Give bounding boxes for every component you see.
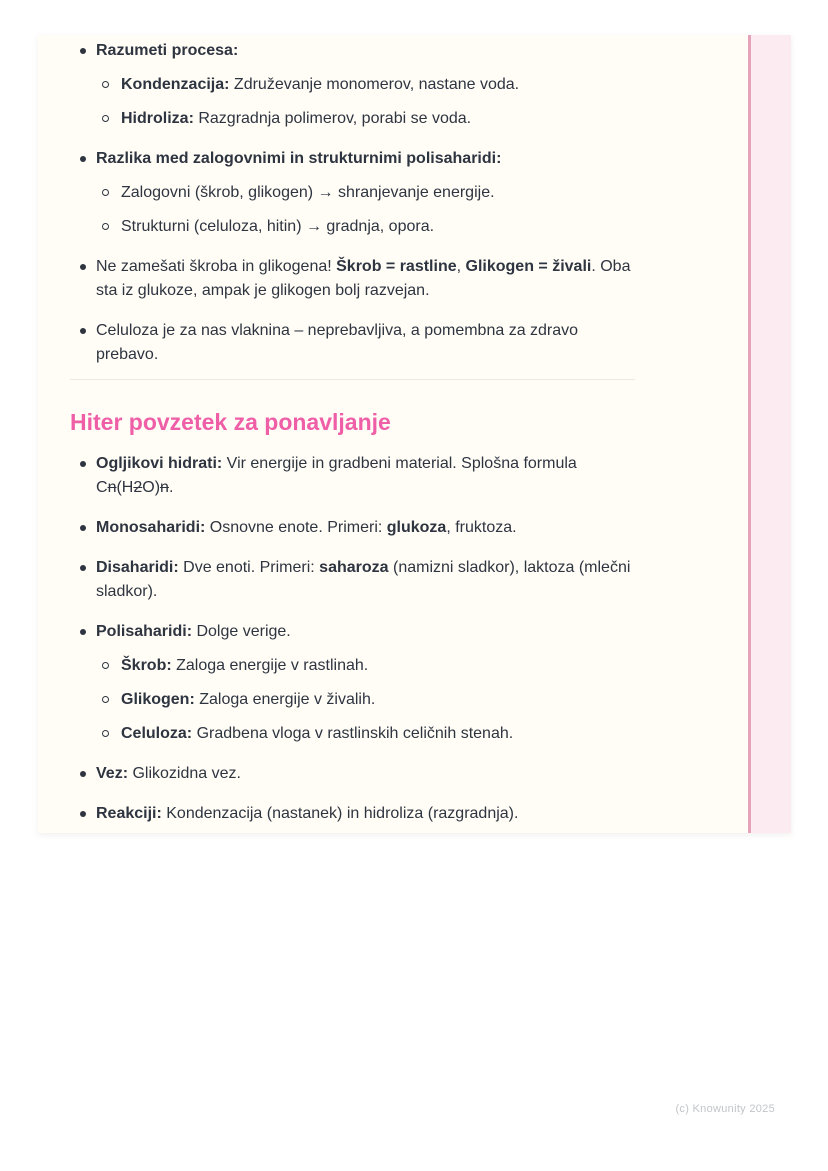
list-item bbox=[70, 654, 635, 678]
list-item-text bbox=[121, 218, 434, 235]
text-segment: Združevanje monomerov, nastane voda. bbox=[229, 76, 520, 93]
list-item-text bbox=[96, 765, 241, 782]
circle-bullet-icon bbox=[102, 81, 109, 88]
list-item bbox=[70, 722, 635, 746]
bullet-icon bbox=[80, 525, 86, 531]
circle-bullet-icon bbox=[102, 223, 109, 230]
text-segment: Glikogen = živali bbox=[465, 258, 592, 275]
list-item bbox=[70, 39, 635, 63]
bullet-icon bbox=[80, 629, 86, 635]
text-segment: Zalogovni (škrob, glikogen) → shranjevanje energije. bbox=[121, 184, 495, 201]
text-segment: Dve enoti. Primeri: bbox=[178, 559, 320, 576]
text-segment: Škrob: bbox=[121, 657, 172, 674]
text-segment: Polisaharidi: bbox=[96, 623, 193, 640]
text-segment: Ne zamešati škroba in glikogena! bbox=[96, 258, 337, 275]
note-card bbox=[38, 35, 791, 833]
list-item-text bbox=[96, 519, 517, 536]
list-item-text bbox=[121, 76, 519, 93]
list-item bbox=[70, 147, 635, 171]
list-item-text bbox=[121, 691, 375, 708]
circle-bullet-icon bbox=[102, 115, 109, 122]
text-segment: Kondenzacija: bbox=[121, 76, 230, 93]
bullet-icon bbox=[80, 156, 86, 162]
bullet-icon bbox=[80, 264, 86, 270]
circle-bullet-icon bbox=[102, 696, 109, 703]
text-segment: O) bbox=[142, 479, 161, 496]
list-item-text bbox=[121, 184, 495, 201]
bullet-icon bbox=[80, 771, 86, 777]
list-item-text bbox=[121, 110, 471, 127]
text-segment: Celuloza je za nas vlaknina – neprebavljiva, a pomembna za zdravo prebavo. bbox=[96, 322, 579, 363]
circle-bullet-icon bbox=[102, 730, 109, 737]
text-segment: 2 bbox=[133, 479, 143, 496]
list-item-text bbox=[96, 322, 578, 363]
list-item-text bbox=[96, 150, 501, 167]
bullet-icon bbox=[80, 328, 86, 334]
text-segment: Ogljikovi hidrati: bbox=[96, 455, 223, 472]
text-segment: Škrob = rastline bbox=[336, 258, 457, 275]
text-segment: Disaharidi: bbox=[96, 559, 179, 576]
text-segment: (namizni sladkor), laktoza (mlečni sladkor). bbox=[96, 559, 631, 600]
bullet-list bbox=[70, 452, 635, 826]
text-segment: Strukturni (celuloza, hitin) → gradnja, opora. bbox=[121, 218, 435, 235]
text-segment: n bbox=[160, 479, 169, 496]
text-segment: Dolge verige. bbox=[192, 623, 291, 640]
text-segment: Vez: bbox=[96, 765, 129, 782]
list-item-text bbox=[96, 805, 518, 822]
text-segment: Razlika med zalogovnimi in strukturnimi polisaharidi: bbox=[96, 150, 502, 167]
list-item bbox=[70, 688, 635, 712]
section-heading: Hiter povzetek za ponavljanje bbox=[70, 409, 391, 435]
text-segment: Vir energije in gradbeni material. Splošna formula C bbox=[96, 455, 577, 496]
text-segment: , fruktoza. bbox=[446, 519, 517, 536]
list-item bbox=[70, 215, 635, 239]
text-segment: n bbox=[107, 479, 117, 496]
list-item bbox=[70, 620, 635, 644]
text-segment: Monosaharidi: bbox=[96, 519, 206, 536]
list-item bbox=[70, 107, 635, 131]
text-segment: , bbox=[456, 258, 466, 275]
section-divider bbox=[70, 379, 635, 380]
list-item bbox=[70, 73, 635, 97]
list-item bbox=[70, 255, 635, 303]
note-content bbox=[70, 39, 635, 826]
list-item-text bbox=[121, 657, 368, 674]
list-item bbox=[70, 319, 635, 367]
text-segment: Glikozidna vez. bbox=[128, 765, 241, 782]
list-item-text bbox=[96, 623, 291, 640]
text-segment: Osnovne enote. Primeri: bbox=[205, 519, 387, 536]
bullet-icon bbox=[80, 565, 86, 571]
bullet-icon bbox=[80, 461, 86, 467]
text-segment: . Oba sta iz glukoze, ampak je glikogen bolj razvejan. bbox=[96, 258, 631, 299]
text-segment: saharoza bbox=[319, 559, 389, 576]
bullet-list bbox=[70, 39, 635, 367]
circle-bullet-icon bbox=[102, 189, 109, 196]
list-item-text bbox=[96, 42, 238, 59]
text-segment: Celuloza: bbox=[121, 725, 193, 742]
list-item bbox=[70, 556, 635, 604]
text-segment: . bbox=[168, 479, 174, 496]
list-item bbox=[70, 762, 635, 786]
text-segment: Kondenzacija (nastanek) in hidroliza (razgradnja). bbox=[161, 805, 519, 822]
list-item bbox=[70, 516, 635, 540]
text-segment: Razgradnja polimerov, porabi se voda. bbox=[193, 110, 472, 127]
list-item-text bbox=[96, 559, 630, 600]
list-item-text bbox=[96, 258, 630, 299]
text-segment: Razumeti procesa: bbox=[96, 42, 239, 59]
circle-bullet-icon bbox=[102, 662, 109, 669]
list-item bbox=[70, 802, 635, 826]
pink-accent-bar bbox=[748, 35, 791, 833]
list-item-text bbox=[96, 455, 577, 496]
text-segment: Gradbena vloga v rastlinskih celičnih stenah. bbox=[192, 725, 514, 742]
list-item bbox=[70, 452, 635, 500]
text-segment: Zaloga energije v rastlinah. bbox=[171, 657, 369, 674]
bullet-icon bbox=[80, 811, 86, 817]
text-segment: glukoza bbox=[386, 519, 447, 536]
footer-credit: (c) Knowunity 2025 bbox=[675, 1103, 775, 1115]
text-segment: Zaloga energije v živalih. bbox=[194, 691, 376, 708]
text-segment: Reakciji: bbox=[96, 805, 162, 822]
list-item bbox=[70, 181, 635, 205]
text-segment: (H bbox=[116, 479, 134, 496]
list-item-text bbox=[121, 725, 513, 742]
text-segment: Glikogen: bbox=[121, 691, 195, 708]
bullet-icon bbox=[80, 48, 86, 54]
text-segment: Hidroliza: bbox=[121, 110, 194, 127]
